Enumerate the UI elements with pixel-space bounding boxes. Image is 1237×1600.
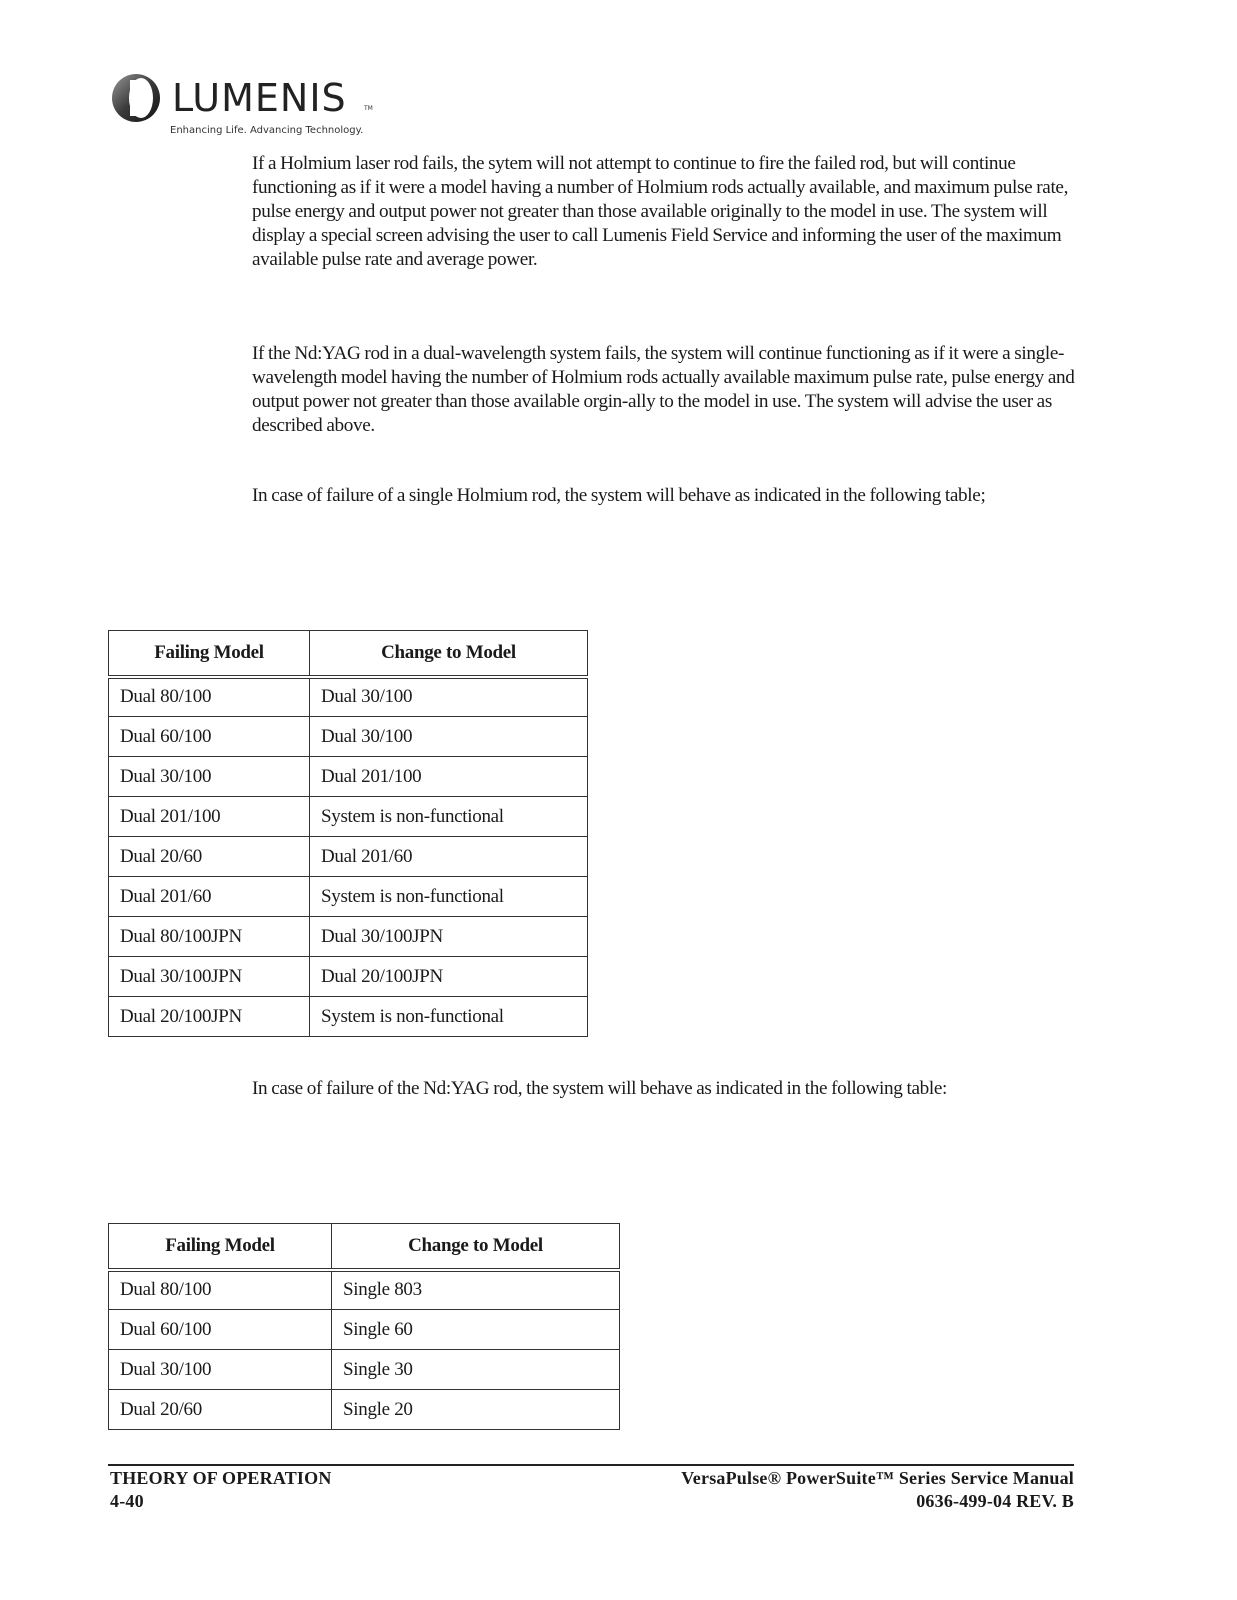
change-to-model-cell: Dual 20/100JPN (310, 957, 588, 997)
table-row (109, 757, 588, 797)
change-to-model-cell: Dual 30/100JPN (310, 917, 588, 957)
table-row (109, 1390, 620, 1430)
lumenis-logo (110, 72, 390, 142)
change-to-model-cell: System is non-functional (310, 997, 588, 1037)
footer-divider (108, 1464, 1074, 1466)
change-to-model-cell: System is non-functional (310, 797, 588, 837)
table-row (109, 717, 588, 757)
failing-model-cell: Dual 30/100 (109, 1350, 332, 1390)
failing-model-cell: Dual 30/100 (109, 757, 310, 797)
change-to-model-cell: Dual 201/60 (310, 837, 588, 877)
failing-model-cell: Dual 60/100 (109, 1310, 332, 1350)
header-change-to-model: Change to Model (332, 1224, 620, 1270)
logo-wordmark: LUMENIS (172, 76, 347, 120)
change-to-model-cell: Single 803 (332, 1270, 620, 1310)
table-row (109, 997, 588, 1037)
holmium-failure-table (108, 630, 588, 1037)
change-to-model-cell: Single 30 (332, 1350, 620, 1390)
change-to-model-cell: Single 20 (332, 1390, 620, 1430)
table-header-row (109, 631, 588, 677)
table-row (109, 1310, 620, 1350)
failing-model-cell: Dual 201/100 (109, 797, 310, 837)
table-row (109, 837, 588, 877)
table-row (109, 1350, 620, 1390)
table-row (109, 957, 588, 997)
table-header-row (109, 1224, 620, 1270)
footer-manual-title: VersaPulse® PowerSuite™ Series Service Manual (681, 1468, 1074, 1488)
change-to-model-cell: Dual 201/100 (310, 757, 588, 797)
header-failing-model: Failing Model (109, 631, 310, 677)
failing-model-cell: Dual 20/60 (109, 837, 310, 877)
change-to-model-cell: Dual 30/100 (310, 717, 588, 757)
change-to-model-cell: Single 60 (332, 1310, 620, 1350)
lumenis-logo-icon (110, 72, 166, 124)
logo-tagline: Enhancing Life. Advancing Technology. (170, 125, 364, 136)
table-row (109, 1270, 620, 1310)
table-row (109, 877, 588, 917)
table-row (109, 917, 588, 957)
paragraph-ndyag-table-intro: In case of failure of the Nd:YAG rod, the system will behave as indicated in the following table: (252, 1078, 947, 1099)
paragraph-ndyag-failure: If the Nd:YAG rod in a dual-wavelength system fails, the system will continue functioning as if it were a single-wavelength model having the number of Holmium rods actually available maximum pulse rate, pulse energy and output power not greater than those available orgin-ally to the model in use. The system will advise the user as described above. (252, 343, 1075, 436)
failing-model-cell: Dual 201/60 (109, 877, 310, 917)
logo-trademark: TM (364, 105, 373, 112)
footer-section-title: THEORY OF OPERATION (110, 1468, 332, 1488)
table-row (109, 797, 588, 837)
change-to-model-cell: Dual 30/100 (310, 677, 588, 717)
failing-model-cell: Dual 80/100 (109, 1270, 332, 1310)
ndyag-failure-table (108, 1223, 620, 1430)
footer-page-number: 4-40 (110, 1491, 144, 1511)
failing-model-cell: Dual 80/100JPN (109, 917, 310, 957)
footer-doc-number: 0636-499-04 REV. B (916, 1491, 1074, 1511)
failing-model-cell: Dual 30/100JPN (109, 957, 310, 997)
table-row (109, 677, 588, 717)
failing-model-cell: Dual 20/100JPN (109, 997, 310, 1037)
failing-model-cell: Dual 20/60 (109, 1390, 332, 1430)
change-to-model-cell: System is non-functional (310, 877, 588, 917)
paragraph-holmium-table-intro: In case of failure of a single Holmium rod, the system will behave as indicated in the following table; (252, 485, 986, 506)
failing-model-cell: Dual 80/100 (109, 677, 310, 717)
failing-model-cell: Dual 60/100 (109, 717, 310, 757)
header-failing-model: Failing Model (109, 1224, 332, 1270)
header-change-to-model: Change to Model (310, 631, 588, 677)
paragraph-holmium-failure: If a Holmium laser rod fails, the sytem will not attempt to continue to fire the failed rod, but will continue functioning as if it were a model having a number of Holmium rods actually available, and maximum pulse rate, pulse energy and output power not greater than those available originally to the model in use. The system will display a special screen advising the user to call Lumenis Field Service and informing the user of the maximum available pulse rate and average power. (252, 153, 1069, 270)
